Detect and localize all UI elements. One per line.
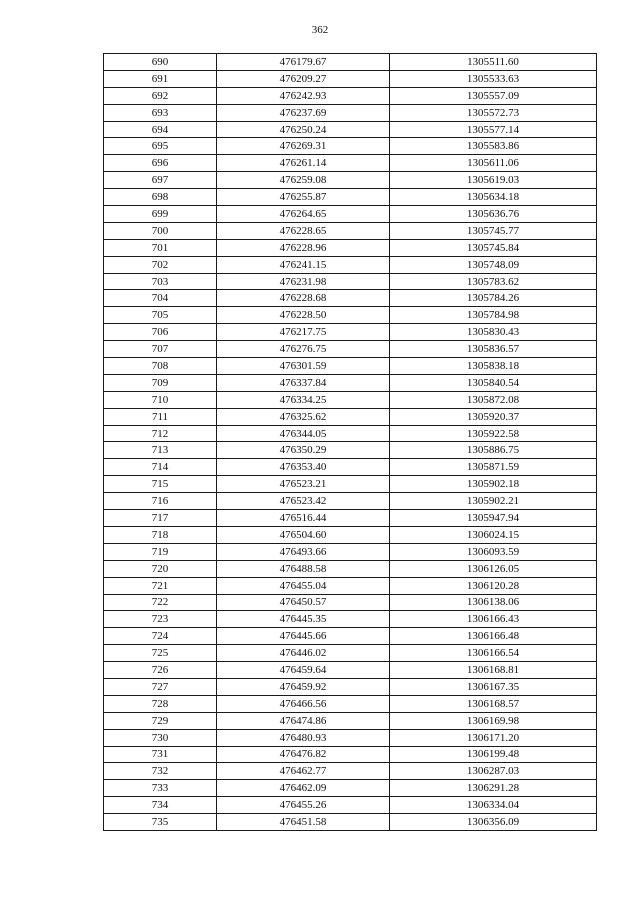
table-row bbox=[104, 307, 597, 324]
point-number-cell: 717 bbox=[104, 510, 217, 527]
x-coordinate-cell: 476255.87 bbox=[217, 189, 390, 206]
point-number-cell: 734 bbox=[104, 797, 217, 814]
y-coordinate-cell: 1306168.81 bbox=[390, 662, 597, 679]
y-coordinate-cell: 1305577.14 bbox=[390, 121, 597, 138]
x-coordinate-cell: 476493.66 bbox=[217, 543, 390, 560]
point-number-cell: 694 bbox=[104, 121, 217, 138]
x-coordinate-cell: 476488.58 bbox=[217, 560, 390, 577]
y-coordinate-cell: 1305784.26 bbox=[390, 290, 597, 307]
point-number-cell: 697 bbox=[104, 172, 217, 189]
table-row bbox=[104, 425, 597, 442]
table-row bbox=[104, 358, 597, 375]
y-coordinate-cell: 1306171.20 bbox=[390, 729, 597, 746]
y-coordinate-cell: 1305748.09 bbox=[390, 256, 597, 273]
x-coordinate-cell: 476462.77 bbox=[217, 763, 390, 780]
table-row bbox=[104, 239, 597, 256]
x-coordinate-cell: 476334.25 bbox=[217, 391, 390, 408]
point-number-cell: 700 bbox=[104, 222, 217, 239]
x-coordinate-cell: 476301.59 bbox=[217, 358, 390, 375]
y-coordinate-cell: 1306356.09 bbox=[390, 814, 597, 831]
x-coordinate-cell: 476450.57 bbox=[217, 594, 390, 611]
table-row bbox=[104, 104, 597, 121]
point-number-cell: 702 bbox=[104, 256, 217, 273]
point-number-cell: 726 bbox=[104, 662, 217, 679]
y-coordinate-cell: 1306126.05 bbox=[390, 560, 597, 577]
x-coordinate-cell: 476237.69 bbox=[217, 104, 390, 121]
table-row bbox=[104, 814, 597, 831]
point-number-cell: 714 bbox=[104, 459, 217, 476]
point-number-cell: 729 bbox=[104, 712, 217, 729]
table-row bbox=[104, 729, 597, 746]
x-coordinate-cell: 476451.58 bbox=[217, 814, 390, 831]
x-coordinate-cell: 476516.44 bbox=[217, 510, 390, 527]
x-coordinate-cell: 476459.92 bbox=[217, 678, 390, 695]
x-coordinate-cell: 476259.08 bbox=[217, 172, 390, 189]
y-coordinate-cell: 1306287.03 bbox=[390, 763, 597, 780]
point-number-cell: 711 bbox=[104, 408, 217, 425]
y-coordinate-cell: 1305619.03 bbox=[390, 172, 597, 189]
x-coordinate-cell: 476209.27 bbox=[217, 70, 390, 87]
table-row bbox=[104, 206, 597, 223]
table-row bbox=[104, 341, 597, 358]
x-coordinate-cell: 476179.67 bbox=[217, 54, 390, 71]
point-number-cell: 724 bbox=[104, 628, 217, 645]
y-coordinate-cell: 1305902.21 bbox=[390, 493, 597, 510]
x-coordinate-cell: 476462.09 bbox=[217, 780, 390, 797]
x-coordinate-cell: 476231.98 bbox=[217, 273, 390, 290]
x-coordinate-cell: 476250.24 bbox=[217, 121, 390, 138]
point-number-cell: 727 bbox=[104, 678, 217, 695]
x-coordinate-cell: 476228.96 bbox=[217, 239, 390, 256]
x-coordinate-cell: 476523.42 bbox=[217, 493, 390, 510]
point-number-cell: 698 bbox=[104, 189, 217, 206]
table-row bbox=[104, 374, 597, 391]
y-coordinate-cell: 1306168.57 bbox=[390, 695, 597, 712]
point-number-cell: 718 bbox=[104, 526, 217, 543]
table-row bbox=[104, 628, 597, 645]
table-row bbox=[104, 780, 597, 797]
table-row bbox=[104, 222, 597, 239]
point-number-cell: 728 bbox=[104, 695, 217, 712]
table-row bbox=[104, 476, 597, 493]
table-row bbox=[104, 645, 597, 662]
point-number-cell: 690 bbox=[104, 54, 217, 71]
point-number-cell: 716 bbox=[104, 493, 217, 510]
y-coordinate-cell: 1305947.94 bbox=[390, 510, 597, 527]
y-coordinate-cell: 1305871.59 bbox=[390, 459, 597, 476]
table-row bbox=[104, 138, 597, 155]
y-coordinate-cell: 1306167.35 bbox=[390, 678, 597, 695]
x-coordinate-cell: 476269.31 bbox=[217, 138, 390, 155]
y-coordinate-cell: 1305745.77 bbox=[390, 222, 597, 239]
table-row bbox=[104, 408, 597, 425]
point-number-cell: 719 bbox=[104, 543, 217, 560]
point-number-cell: 693 bbox=[104, 104, 217, 121]
y-coordinate-cell: 1306166.54 bbox=[390, 645, 597, 662]
y-coordinate-cell: 1306199.48 bbox=[390, 746, 597, 763]
table-row bbox=[104, 526, 597, 543]
x-coordinate-cell: 476228.50 bbox=[217, 307, 390, 324]
table-row bbox=[104, 391, 597, 408]
table-row bbox=[104, 695, 597, 712]
point-number-cell: 696 bbox=[104, 155, 217, 172]
x-coordinate-cell: 476445.35 bbox=[217, 611, 390, 628]
page-number: 362 bbox=[311, 24, 329, 36]
x-coordinate-cell: 476445.66 bbox=[217, 628, 390, 645]
point-number-cell: 733 bbox=[104, 780, 217, 797]
table-row bbox=[104, 662, 597, 679]
x-coordinate-cell: 476241.15 bbox=[217, 256, 390, 273]
table-row bbox=[104, 678, 597, 695]
point-number-cell: 708 bbox=[104, 358, 217, 375]
table-row bbox=[104, 459, 597, 476]
point-number-cell: 704 bbox=[104, 290, 217, 307]
point-number-cell: 706 bbox=[104, 324, 217, 341]
y-coordinate-cell: 1305830.43 bbox=[390, 324, 597, 341]
point-number-cell: 710 bbox=[104, 391, 217, 408]
point-number-cell: 701 bbox=[104, 239, 217, 256]
y-coordinate-cell: 1305611.06 bbox=[390, 155, 597, 172]
table-row bbox=[104, 577, 597, 594]
y-coordinate-cell: 1306166.48 bbox=[390, 628, 597, 645]
point-number-cell: 691 bbox=[104, 70, 217, 87]
point-number-cell: 732 bbox=[104, 763, 217, 780]
point-number-cell: 725 bbox=[104, 645, 217, 662]
point-number-cell: 707 bbox=[104, 341, 217, 358]
point-number-cell: 712 bbox=[104, 425, 217, 442]
table-row bbox=[104, 442, 597, 459]
table-row bbox=[104, 746, 597, 763]
table-row bbox=[104, 121, 597, 138]
table-row bbox=[104, 594, 597, 611]
x-coordinate-cell: 476276.75 bbox=[217, 341, 390, 358]
x-coordinate-cell: 476242.93 bbox=[217, 87, 390, 104]
y-coordinate-cell: 1306120.28 bbox=[390, 577, 597, 594]
x-coordinate-cell: 476217.75 bbox=[217, 324, 390, 341]
point-number-cell: 735 bbox=[104, 814, 217, 831]
y-coordinate-cell: 1306024.15 bbox=[390, 526, 597, 543]
x-coordinate-cell: 476337.84 bbox=[217, 374, 390, 391]
y-coordinate-cell: 1305886.75 bbox=[390, 442, 597, 459]
point-number-cell: 692 bbox=[104, 87, 217, 104]
x-coordinate-cell: 476476.82 bbox=[217, 746, 390, 763]
point-number-cell: 720 bbox=[104, 560, 217, 577]
table-row bbox=[104, 560, 597, 577]
table-row bbox=[104, 70, 597, 87]
table-row bbox=[104, 290, 597, 307]
table-row bbox=[104, 493, 597, 510]
x-coordinate-cell: 476523.21 bbox=[217, 476, 390, 493]
point-number-cell: 722 bbox=[104, 594, 217, 611]
point-number-cell: 715 bbox=[104, 476, 217, 493]
point-number-cell: 713 bbox=[104, 442, 217, 459]
y-coordinate-cell: 1305902.18 bbox=[390, 476, 597, 493]
y-coordinate-cell: 1306138.06 bbox=[390, 594, 597, 611]
point-number-cell: 721 bbox=[104, 577, 217, 594]
table-row bbox=[104, 155, 597, 172]
point-number-cell: 705 bbox=[104, 307, 217, 324]
coordinates-table bbox=[103, 53, 597, 831]
x-coordinate-cell: 476325.62 bbox=[217, 408, 390, 425]
table-row bbox=[104, 510, 597, 527]
point-number-cell: 709 bbox=[104, 374, 217, 391]
table-row bbox=[104, 54, 597, 71]
point-number-cell: 703 bbox=[104, 273, 217, 290]
x-coordinate-cell: 476455.26 bbox=[217, 797, 390, 814]
table-row bbox=[104, 273, 597, 290]
y-coordinate-cell: 1306166.43 bbox=[390, 611, 597, 628]
x-coordinate-cell: 476261.14 bbox=[217, 155, 390, 172]
y-coordinate-cell: 1306334.04 bbox=[390, 797, 597, 814]
y-coordinate-cell: 1306291.28 bbox=[390, 780, 597, 797]
y-coordinate-cell: 1305838.18 bbox=[390, 358, 597, 375]
x-coordinate-cell: 476350.29 bbox=[217, 442, 390, 459]
x-coordinate-cell: 476466.56 bbox=[217, 695, 390, 712]
y-coordinate-cell: 1305922.58 bbox=[390, 425, 597, 442]
x-coordinate-cell: 476474.86 bbox=[217, 712, 390, 729]
y-coordinate-cell: 1305783.62 bbox=[390, 273, 597, 290]
point-number-cell: 723 bbox=[104, 611, 217, 628]
y-coordinate-cell: 1305872.08 bbox=[390, 391, 597, 408]
table-row bbox=[104, 763, 597, 780]
y-coordinate-cell: 1306093.59 bbox=[390, 543, 597, 560]
table-row bbox=[104, 256, 597, 273]
x-coordinate-cell: 476344.05 bbox=[217, 425, 390, 442]
table-row bbox=[104, 172, 597, 189]
x-coordinate-cell: 476459.64 bbox=[217, 662, 390, 679]
x-coordinate-cell: 476353.40 bbox=[217, 459, 390, 476]
y-coordinate-cell: 1305572.73 bbox=[390, 104, 597, 121]
table-row bbox=[104, 712, 597, 729]
y-coordinate-cell: 1305920.37 bbox=[390, 408, 597, 425]
table-row bbox=[104, 87, 597, 104]
y-coordinate-cell: 1305840.54 bbox=[390, 374, 597, 391]
y-coordinate-cell: 1305511.60 bbox=[390, 54, 597, 71]
table-row bbox=[104, 189, 597, 206]
x-coordinate-cell: 476446.02 bbox=[217, 645, 390, 662]
y-coordinate-cell: 1305583.86 bbox=[390, 138, 597, 155]
x-coordinate-cell: 476480.93 bbox=[217, 729, 390, 746]
table-row bbox=[104, 324, 597, 341]
point-number-cell: 699 bbox=[104, 206, 217, 223]
x-coordinate-cell: 476228.65 bbox=[217, 222, 390, 239]
y-coordinate-cell: 1305557.09 bbox=[390, 87, 597, 104]
table-row bbox=[104, 611, 597, 628]
y-coordinate-cell: 1305836.57 bbox=[390, 341, 597, 358]
y-coordinate-cell: 1306169.98 bbox=[390, 712, 597, 729]
y-coordinate-cell: 1305745.84 bbox=[390, 239, 597, 256]
y-coordinate-cell: 1305533.63 bbox=[390, 70, 597, 87]
point-number-cell: 730 bbox=[104, 729, 217, 746]
x-coordinate-cell: 476504.60 bbox=[217, 526, 390, 543]
x-coordinate-cell: 476264.65 bbox=[217, 206, 390, 223]
x-coordinate-cell: 476455.04 bbox=[217, 577, 390, 594]
y-coordinate-cell: 1305784.98 bbox=[390, 307, 597, 324]
y-coordinate-cell: 1305634.18 bbox=[390, 189, 597, 206]
point-number-cell: 731 bbox=[104, 746, 217, 763]
table-row bbox=[104, 797, 597, 814]
coordinates-table-body bbox=[104, 54, 597, 831]
point-number-cell: 695 bbox=[104, 138, 217, 155]
x-coordinate-cell: 476228.68 bbox=[217, 290, 390, 307]
y-coordinate-cell: 1305636.76 bbox=[390, 206, 597, 223]
table-row bbox=[104, 543, 597, 560]
